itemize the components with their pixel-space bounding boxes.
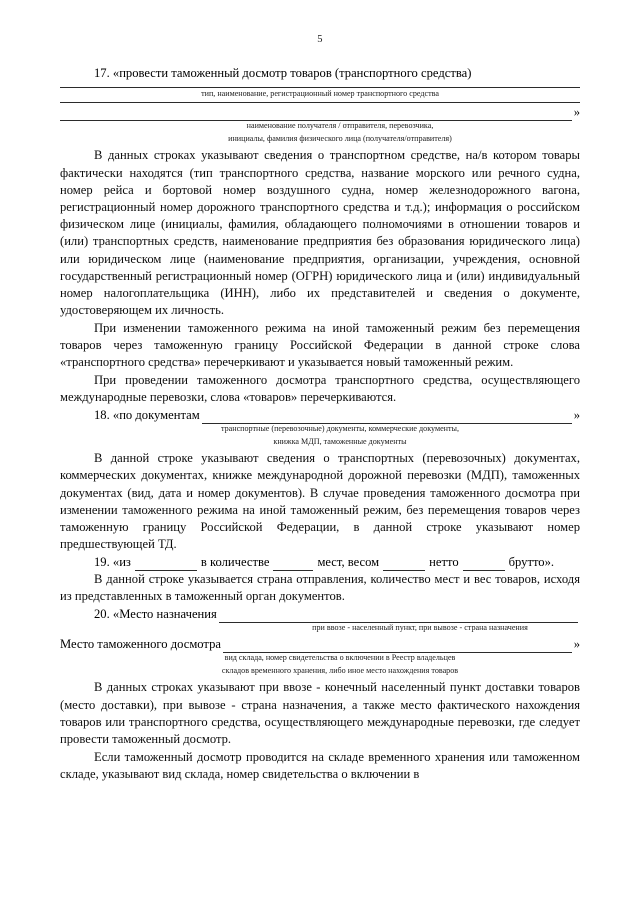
fill-rule[interactable] [223, 638, 572, 653]
item-17-close-quote: » [573, 105, 580, 120]
item-17-heading: 17. «провести таможенный досмотр товаров (транспортного средства) [94, 66, 472, 80]
item-20-paragraph-1: В данных строках указывают при ввозе - конечный населенный пункт доставки товаров (место доставки), при вывозе - страна назначения, а также место фактического нахождения товаров или транспортного средства, осуществляющего международные перевозки, где следует провести таможенный досмотр. [60, 680, 580, 746]
item-20-close-quote: » [573, 637, 580, 652]
section-item-19 [60, 554, 580, 606]
item-20-heading-row [60, 606, 580, 623]
item-19-heading-prefix: 19. «из [94, 554, 131, 569]
item-18-paragraph-1: В данной строке указывают сведения о транспортных (перевозочных) документах, коммерческих документах, книжке международной дорожной перевозки (МДП), таможенных документах (вид, дата и номер документов). В случае проведения таможенного досмотра при изменении таможенного режима на иной таможенный режим, без перемещения товаров через таможенную границу Российской Федерации, в данной строке указывают номер предшествующей ТД. [60, 451, 580, 552]
item-20-caption-2: вид склада, номер свидетельства о включении в Реестр владельцев [224, 653, 456, 663]
item-18-caption-1: транспортные (перевозочные) документы, коммерческие документы, [220, 424, 460, 434]
section-item-20 [60, 606, 580, 783]
section-item-18 [60, 407, 580, 553]
fill-blank[interactable] [135, 558, 197, 571]
item-19-heading-tail: брутто». [508, 554, 555, 569]
item-20-caption-3: складов временного хранения, либо иное место нахождения товаров [221, 666, 459, 676]
fill-rule[interactable] [219, 608, 578, 623]
item-20-heading: 20. «Место назначения [94, 606, 217, 621]
fill-rule[interactable] [202, 409, 572, 424]
item-18-heading: 18. «по документам [94, 407, 200, 422]
item-18-caption-2: книжка МДП, таможенные документы [273, 437, 407, 447]
item-17-caption-1: тип, наименование, регистрационный номер транспортного средства [201, 89, 439, 99]
item-17-caption-2: наименование получателя / отправителя, перевозчика, [246, 121, 434, 131]
page-number: 5 [317, 34, 323, 45]
item-19-heading-row [60, 554, 580, 571]
fill-blank[interactable] [383, 558, 425, 571]
item-20-subheading-row [60, 636, 580, 653]
item-17-paragraph-1: В данных строках указывают сведения о транспортном средстве, на/в котором товары фактически находятся (тип транспортного средства, название морского или речного судна, номер рейса и бортовой номер воздушного судна, номер железнодорожного вагона, регистрационный номер дорожного транспортного средства и т.д.); информация о российском физическом лице (инициалы, фамилия, обладающего полномочиями в отношении товаров и (или) транспортных средств, наименование предприятия без образования юридического лица) или юридическом лице (наименование предприятия, организации, учреждения, основной государственный регистрационный номер (ОГРН) юридического лица и (или) индивидуальный номер налогоплательщика (ИНН), либо их представителей и сведения о документе, удостоверяющем их личность. [60, 148, 580, 318]
item-17-caption-3: инициалы, фамилия физического лица (получателя/отправителя) [228, 134, 452, 144]
item-19-heading-mid-3: нетто [429, 554, 459, 569]
fill-blank[interactable] [463, 558, 505, 571]
item-19-heading-mid-1: в количестве [200, 554, 270, 569]
fill-blank[interactable] [273, 558, 313, 571]
item-17-paragraph-3: При проведении таможенного досмотра транспортного средства, осуществляющего международные перевозки, слова «товаров» перечеркиваются. [60, 373, 580, 405]
item-19-paragraph-1: В данной строке указывается страна отправления, количество мест и вес товаров, исходя из представленных в таможенный орган документов. [60, 572, 580, 604]
item-18-heading-row [60, 407, 580, 424]
item-17-paragraph-2: При изменении таможенного режима на иной таможенный режим без перемещения товаров через таможенную границу Российской Федерации в данной строке слова «транспортного средства» перечеркивают и указывается новый таможенный режим. [60, 320, 580, 370]
item-19-heading-mid-2: мест, весом [317, 554, 380, 569]
item-17-second-fill-row [60, 104, 580, 121]
fill-rule[interactable] [60, 102, 580, 103]
item-20-paragraph-2: Если таможенный досмотр проводится на складе временного хранения или таможенном складе, указывают вид склада, номер свидетельства о включении в [60, 749, 580, 781]
fill-rule[interactable] [60, 106, 572, 121]
item-20-subheading: Место таможенного досмотра [60, 637, 221, 652]
section-item-17 [60, 65, 580, 406]
item-18-close-quote: » [573, 407, 580, 422]
item-20-caption-1: при ввозе - населенный пункт, при вывозе - страна назначения [312, 623, 528, 633]
fill-rule[interactable] [60, 87, 580, 88]
